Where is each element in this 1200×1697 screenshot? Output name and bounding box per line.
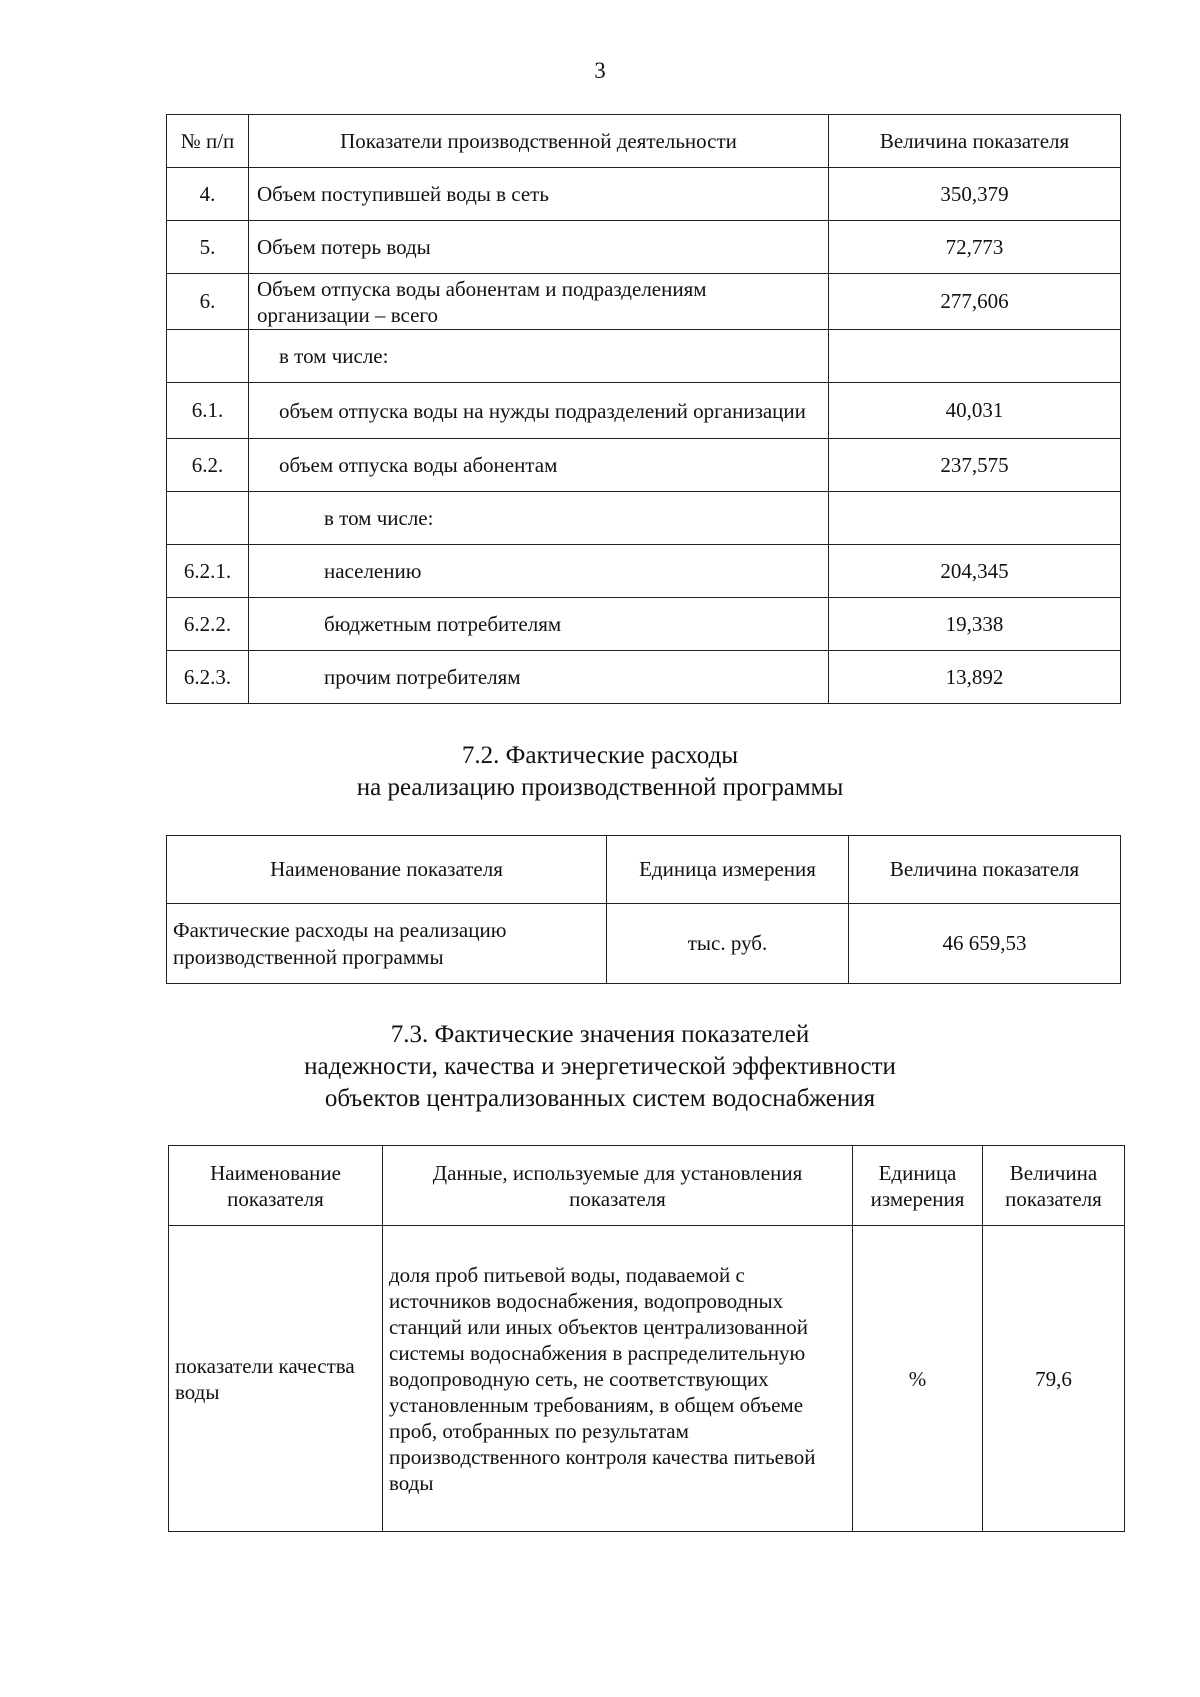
row-number <box>167 330 249 383</box>
section-heading-line: на реализацию производственной программы <box>356 774 844 801</box>
section-heading-line: надежности, качества и энергетической эффективности <box>304 1053 896 1080</box>
column-header-value: Величина показателя <box>849 836 1121 904</box>
row-value: 79,6 <box>983 1226 1125 1532</box>
row-value: 350,379 <box>829 168 1121 221</box>
section-heading-7-3 <box>0 1019 1200 1115</box>
row-name: населению <box>249 545 829 598</box>
column-header-data: Данные, используемые для установления показателя <box>383 1146 853 1226</box>
row-name: объем отпуска воды на нужды подразделений организации <box>249 383 829 439</box>
row-value: 46 659,53 <box>849 904 1121 984</box>
table-row <box>167 545 1121 598</box>
row-value: 40,031 <box>829 383 1121 439</box>
table-row <box>169 1226 1125 1532</box>
column-header-number: № п/п <box>167 115 249 168</box>
row-name: объем отпуска воды абонентам <box>249 439 829 492</box>
row-name: Объем поступившей воды в сеть <box>249 168 829 221</box>
column-header-name: Наименование показателя <box>169 1146 383 1226</box>
table-row <box>167 439 1121 492</box>
section-heading-line: 7.2. Фактические расходы <box>461 742 739 769</box>
row-number: 6.2.1. <box>167 545 249 598</box>
page-number: 3 <box>594 58 606 83</box>
row-value: 204,345 <box>829 545 1121 598</box>
row-number: 6.2.3. <box>167 651 249 704</box>
column-header-value: Величина показателя <box>983 1146 1125 1226</box>
row-name: в том числе: <box>249 330 829 383</box>
table-row <box>167 330 1121 383</box>
table-row <box>167 274 1121 330</box>
row-number: 6. <box>167 274 249 330</box>
quality-indicators-table <box>168 1145 1125 1532</box>
table-row <box>167 492 1121 545</box>
section-heading-line: объектов централизованных систем водоснабжения <box>324 1085 876 1112</box>
table-row <box>167 598 1121 651</box>
row-name: в том числе: <box>249 492 829 545</box>
row-number: 5. <box>167 221 249 274</box>
row-name: бюджетным потребителям <box>249 598 829 651</box>
row-value: 19,338 <box>829 598 1121 651</box>
table-header-row <box>167 836 1121 904</box>
row-data: доля проб питьевой воды, подаваемой с источников водоснабжения, водопроводных станций или иных объектов централизованной системы водоснабжения в распределительную водопроводную сеть, не соответствующих установленным требованиям, в общем объеме проб, отобранных по результатам производственного контроля качества питьевой воды <box>383 1226 853 1532</box>
expenses-table <box>166 835 1121 984</box>
table-row <box>167 904 1121 984</box>
table-row <box>167 383 1121 439</box>
table-row <box>167 168 1121 221</box>
row-value <box>829 330 1121 383</box>
row-number: 6.1. <box>167 383 249 439</box>
column-header-name: Наименование показателя <box>167 836 607 904</box>
row-value <box>829 492 1121 545</box>
row-name: Объем потерь воды <box>249 221 829 274</box>
row-value: 277,606 <box>829 274 1121 330</box>
row-number: 6.2.2. <box>167 598 249 651</box>
section-heading-7-2 <box>0 740 1200 804</box>
column-header-indicator: Показатели производственной деятельности <box>249 115 829 168</box>
column-header-unit: Единица измерения <box>607 836 849 904</box>
table-header-row <box>169 1146 1125 1226</box>
row-value: 13,892 <box>829 651 1121 704</box>
table-row <box>167 651 1121 704</box>
row-name: Фактические расходы на реализацию производственной программы <box>167 904 607 984</box>
row-unit: тыс. руб. <box>607 904 849 984</box>
row-name: Объем отпуска воды абонентам и подразделениям организации – всего <box>249 274 829 330</box>
row-name: показатели качества воды <box>169 1226 383 1532</box>
section-heading-line: 7.3. Фактические значения показателей <box>390 1021 810 1048</box>
table-row <box>167 221 1121 274</box>
row-name: прочим потребителям <box>249 651 829 704</box>
row-value: 72,773 <box>829 221 1121 274</box>
row-unit: % <box>853 1226 983 1532</box>
column-header-value: Величина показателя <box>829 115 1121 168</box>
row-number <box>167 492 249 545</box>
row-number: 6.2. <box>167 439 249 492</box>
production-indicators-table <box>166 114 1121 704</box>
row-value: 237,575 <box>829 439 1121 492</box>
column-header-unit: Единица измерения <box>853 1146 983 1226</box>
table-header-row <box>167 115 1121 168</box>
row-number: 4. <box>167 168 249 221</box>
